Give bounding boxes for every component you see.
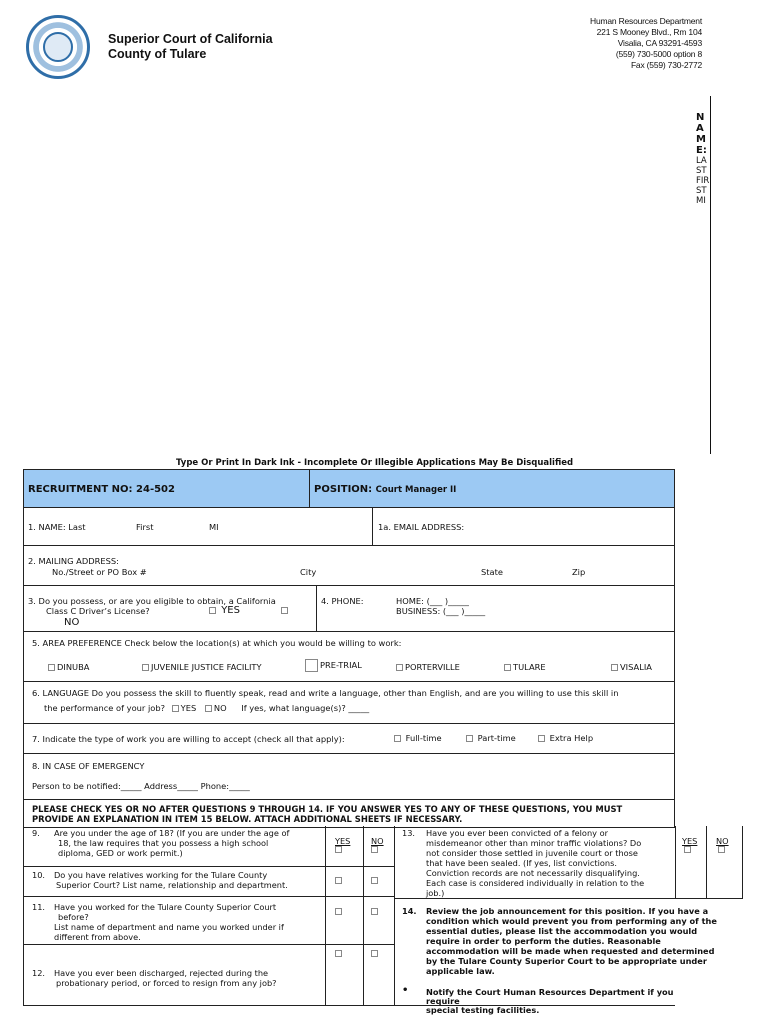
q13-yes-checkbox[interactable] <box>684 846 691 853</box>
area-option-juvenile[interactable] <box>142 662 262 672</box>
court-name-line2: County of Tulare <box>108 47 207 61</box>
row-work-type <box>24 724 674 754</box>
q9-text <box>54 828 320 858</box>
state-field[interactable]: State <box>481 567 503 577</box>
q9-line: Are you under the age of 18? (If you are under the age of <box>54 828 290 838</box>
row-mailing-address <box>24 546 674 586</box>
grid-line <box>706 826 707 898</box>
checkbox-icon[interactable] <box>394 735 401 742</box>
q12-line: Have you ever been discharged, rejected during the <box>54 968 269 978</box>
hr-line: Human Resources Department <box>590 16 702 26</box>
checkbox-icon[interactable] <box>209 607 216 614</box>
q14-bullet-line: Notify the Court Human Resources Department if you require <box>426 987 674 1006</box>
checkbox-icon[interactable] <box>205 705 212 712</box>
q9-line: 18, the law requires that you possess a high school <box>58 838 269 848</box>
q12-line: probationary period, or forced to resign from any job? <box>56 978 277 988</box>
q11-line: before? <box>58 912 89 922</box>
q9-no-checkbox[interactable] <box>371 846 378 853</box>
form-header-row <box>24 470 674 508</box>
hr-address-block <box>590 16 702 71</box>
vertical-name-label <box>696 112 709 206</box>
q14-bullet-line: special testing facilities. <box>426 1005 540 1015</box>
q13-line: misdemeanor other than minor traffic violations? Do <box>426 838 642 848</box>
yes-label: YES <box>180 703 197 713</box>
work-type-extrahelp[interactable] <box>538 733 593 743</box>
court-name-line1: Superior Court of California <box>108 32 273 46</box>
yes-no-question-grid <box>23 826 729 1015</box>
q13-line: Have you ever been convicted of a felony or <box>426 828 608 838</box>
grid-line <box>24 896 394 897</box>
q13-line: Each case is considered individually in relation to the <box>426 878 645 888</box>
grid-line <box>394 898 743 899</box>
language-answer-line <box>44 703 369 713</box>
street-field[interactable]: No./Street or PO Box # <box>52 567 147 577</box>
checkbox-icon[interactable] <box>396 664 403 671</box>
area-option-tulare[interactable] <box>504 662 546 672</box>
license-question: 3. Do you possess, or are you eligible to obtain, a California <box>28 596 276 606</box>
instructions-line: Type Or Print In Dark Ink - Incomplete Or Illegible Applications May Be Disqualified <box>176 458 574 468</box>
q12-no-checkbox[interactable] <box>371 950 378 957</box>
checkbox-icon[interactable] <box>504 664 511 671</box>
option-label: DINUBA <box>57 662 90 672</box>
q12-text <box>54 968 277 988</box>
q9-number: 9. <box>32 828 40 838</box>
q14-line: by the Tulare County Superior Court to be appropriate under <box>426 956 707 966</box>
q10-number: 10. <box>32 870 46 880</box>
option-label: TULARE <box>513 662 546 672</box>
q10-no-checkbox[interactable] <box>371 877 378 884</box>
q13-no-checkbox[interactable] <box>718 846 725 853</box>
grid-line <box>325 826 326 1006</box>
no-header: NO <box>716 836 729 846</box>
q14-line: require in order to perform the duties. Reasonable <box>426 936 661 946</box>
option-label: PRE-TRIAL <box>320 660 362 670</box>
q11-number: 11. <box>32 902 46 912</box>
vertical-letter: M <box>696 134 706 145</box>
name-last-field[interactable]: 1. NAME: Last <box>28 522 86 532</box>
application-form <box>23 469 675 828</box>
checkbox-icon[interactable] <box>611 664 618 671</box>
business-phone-field[interactable]: BUSINESS: (___ )_____ <box>396 606 486 616</box>
checkbox-icon[interactable] <box>305 659 318 672</box>
vertical-letter: LA <box>696 156 707 166</box>
work-type-label: 7. Indicate the type of work you are willing to accept (check all that apply): <box>32 734 345 744</box>
position-label: POSITION: <box>314 484 373 495</box>
q14-line: Review the job announcement for this position. If you have a <box>426 906 709 916</box>
q10-line: Superior Court? List name, relationship and department. <box>56 880 288 890</box>
grid-line <box>394 826 395 1006</box>
cell-divider <box>372 508 373 545</box>
q11-line: Have you worked for the Tulare County Superior Court <box>54 902 277 912</box>
cell-divider <box>316 586 317 631</box>
checkbox-icon[interactable] <box>281 607 288 614</box>
position-title <box>310 470 460 507</box>
q13-line: that have been sealed. (If yes, list convictions. <box>426 858 617 868</box>
q11-line: different from above. <box>54 932 141 942</box>
vertical-letter: ST <box>696 186 707 196</box>
license-question-cont: Class C Driver’s License? <box>46 606 150 616</box>
instruction-line2: PROVIDE AN EXPLANATION IN ITEM 15 BELOW. ATTACH ADDITIONAL SHEETS IF NECESSARY. <box>32 814 463 824</box>
city-field[interactable]: City <box>300 567 317 577</box>
area-option-visalia[interactable] <box>611 662 652 672</box>
work-type-parttime[interactable] <box>466 733 516 743</box>
recruitment-number: RECRUITMENT NO: 24-502 <box>24 470 310 507</box>
no-label: NO <box>213 703 227 713</box>
q13-line: Conviction records are not necessarily disqualifying. <box>426 868 640 878</box>
grid-line <box>675 826 676 898</box>
q14-text <box>426 906 756 976</box>
checkbox-icon[interactable] <box>466 735 473 742</box>
language-field[interactable]: If yes, what language(s)? _____ <box>241 703 370 713</box>
grid-line <box>742 826 743 898</box>
q14-line: condition which would prevent you from performing any of the <box>426 916 717 926</box>
vertical-letter: N <box>696 112 705 123</box>
q11-line: List name of department and name you worked under if <box>54 922 284 932</box>
q13-line: not consider those settled in juvenile court or those <box>426 848 638 858</box>
yes-header: YES <box>682 836 698 846</box>
checkbox-icon[interactable] <box>142 664 149 671</box>
grid-line <box>363 826 364 1006</box>
q11-no-checkbox[interactable] <box>371 908 378 915</box>
option-label: Full-time <box>405 733 442 743</box>
vertical-letter: MI <box>696 196 706 206</box>
work-type-fulltime[interactable] <box>394 733 442 743</box>
email-field[interactable]: 1a. EMAIL ADDRESS: <box>378 522 465 532</box>
hr-line: 221 S Mooney Blvd., Rm 104 <box>596 27 702 37</box>
checkbox-icon[interactable] <box>538 735 545 742</box>
q10-text <box>54 870 288 890</box>
hr-line: Fax (559) 730-2772 <box>630 60 702 70</box>
option-label: JUVENILE JUSTICE FACILITY <box>151 662 262 672</box>
q13-number: 13. <box>402 828 416 838</box>
q14-line: accommodation will be made when requested and determined <box>426 946 715 956</box>
area-option-pretrial[interactable] <box>305 659 362 672</box>
hr-line: (559) 730-5000 option 8 <box>615 49 702 59</box>
q11-text <box>54 902 320 942</box>
area-option-dinuba[interactable] <box>48 662 89 672</box>
checkbox-icon[interactable] <box>172 705 179 712</box>
checkbox-icon[interactable] <box>48 664 55 671</box>
q9-line: diploma, GED or work permit.) <box>58 848 183 858</box>
q10-yes-checkbox[interactable] <box>335 877 342 884</box>
license-no-label: NO <box>64 617 80 628</box>
court-seal-logo <box>26 15 90 79</box>
name-first-field[interactable]: First <box>136 522 154 532</box>
vertical-letter: E: <box>696 145 707 156</box>
vertical-letter: A <box>696 123 704 134</box>
hr-line: Visalia, CA 93291-4593 <box>617 38 702 48</box>
area-option-porterville[interactable] <box>396 662 460 672</box>
q12-number: 12. <box>32 968 46 978</box>
bullet-icon: • <box>402 985 409 996</box>
emergency-contact-fields[interactable]: Person to be notified:_____ Address_____ Phone:_____ <box>32 781 250 791</box>
phone-label: 4. PHONE: <box>321 596 364 606</box>
option-label: Extra Help <box>549 733 594 743</box>
vertical-letter: ST <box>696 166 707 176</box>
row-language <box>24 682 674 724</box>
position-value: Court Manager II <box>375 485 457 495</box>
row-name-email <box>24 508 674 546</box>
q11-yes-checkbox[interactable] <box>335 908 342 915</box>
area-preference-label: 5. AREA PREFERENCE Check below the location(s) at which you would be willing to work: <box>32 638 402 648</box>
grid-line <box>24 866 394 867</box>
home-phone-field[interactable]: HOME: (___ )_____ <box>396 596 469 606</box>
yes-no-instruction <box>24 800 674 828</box>
q10-line: Do you have relatives working for the Tulare County <box>54 870 268 880</box>
language-question: 6. LANGUAGE Do you possess the skill to fluently speak, read and write a language, other than English, and are you willing to use this skill in <box>32 688 619 698</box>
vertical-divider <box>710 96 711 454</box>
option-label: VISALIA <box>620 662 652 672</box>
option-label: Part-time <box>477 733 516 743</box>
license-yes[interactable] <box>209 605 240 616</box>
yes-header: YES <box>335 836 351 846</box>
option-label: PORTERVILLE <box>405 662 460 672</box>
q14-line: applicable law. <box>426 966 495 976</box>
mailing-address-label: 2. MAILING ADDRESS: <box>28 556 119 566</box>
q14-bullet-text <box>426 988 675 1015</box>
q12-yes-checkbox[interactable] <box>335 950 342 957</box>
vertical-letter: FIR <box>696 176 710 186</box>
q13-text <box>426 828 674 898</box>
name-mi-field[interactable]: MI <box>209 522 219 532</box>
emergency-label: 8. IN CASE OF EMERGENCY <box>32 761 145 771</box>
no-header: NO <box>371 836 384 846</box>
q9-yes-checkbox[interactable] <box>335 846 342 853</box>
zip-field[interactable]: Zip <box>572 567 586 577</box>
row-license-phone <box>24 586 674 632</box>
grid-line <box>24 944 394 945</box>
row-area-preference <box>24 632 674 682</box>
instruction-line1: PLEASE CHECK YES OR NO AFTER QUESTIONS 9 THROUGH 14. IF YOU ANSWER YES TO ANY OF THESE QUESTIONS, YOU MUST <box>32 804 623 814</box>
yes-label: YES <box>221 605 240 616</box>
q14-number: 14. <box>402 906 417 916</box>
language-question-cont: the performance of your job? <box>44 703 166 713</box>
q13-line: job.) <box>426 888 445 898</box>
license-no-box[interactable] <box>281 605 290 615</box>
row-emergency <box>24 754 674 800</box>
q14-line: essential duties, please list the accommodation you would <box>426 926 698 936</box>
court-name <box>108 32 273 62</box>
